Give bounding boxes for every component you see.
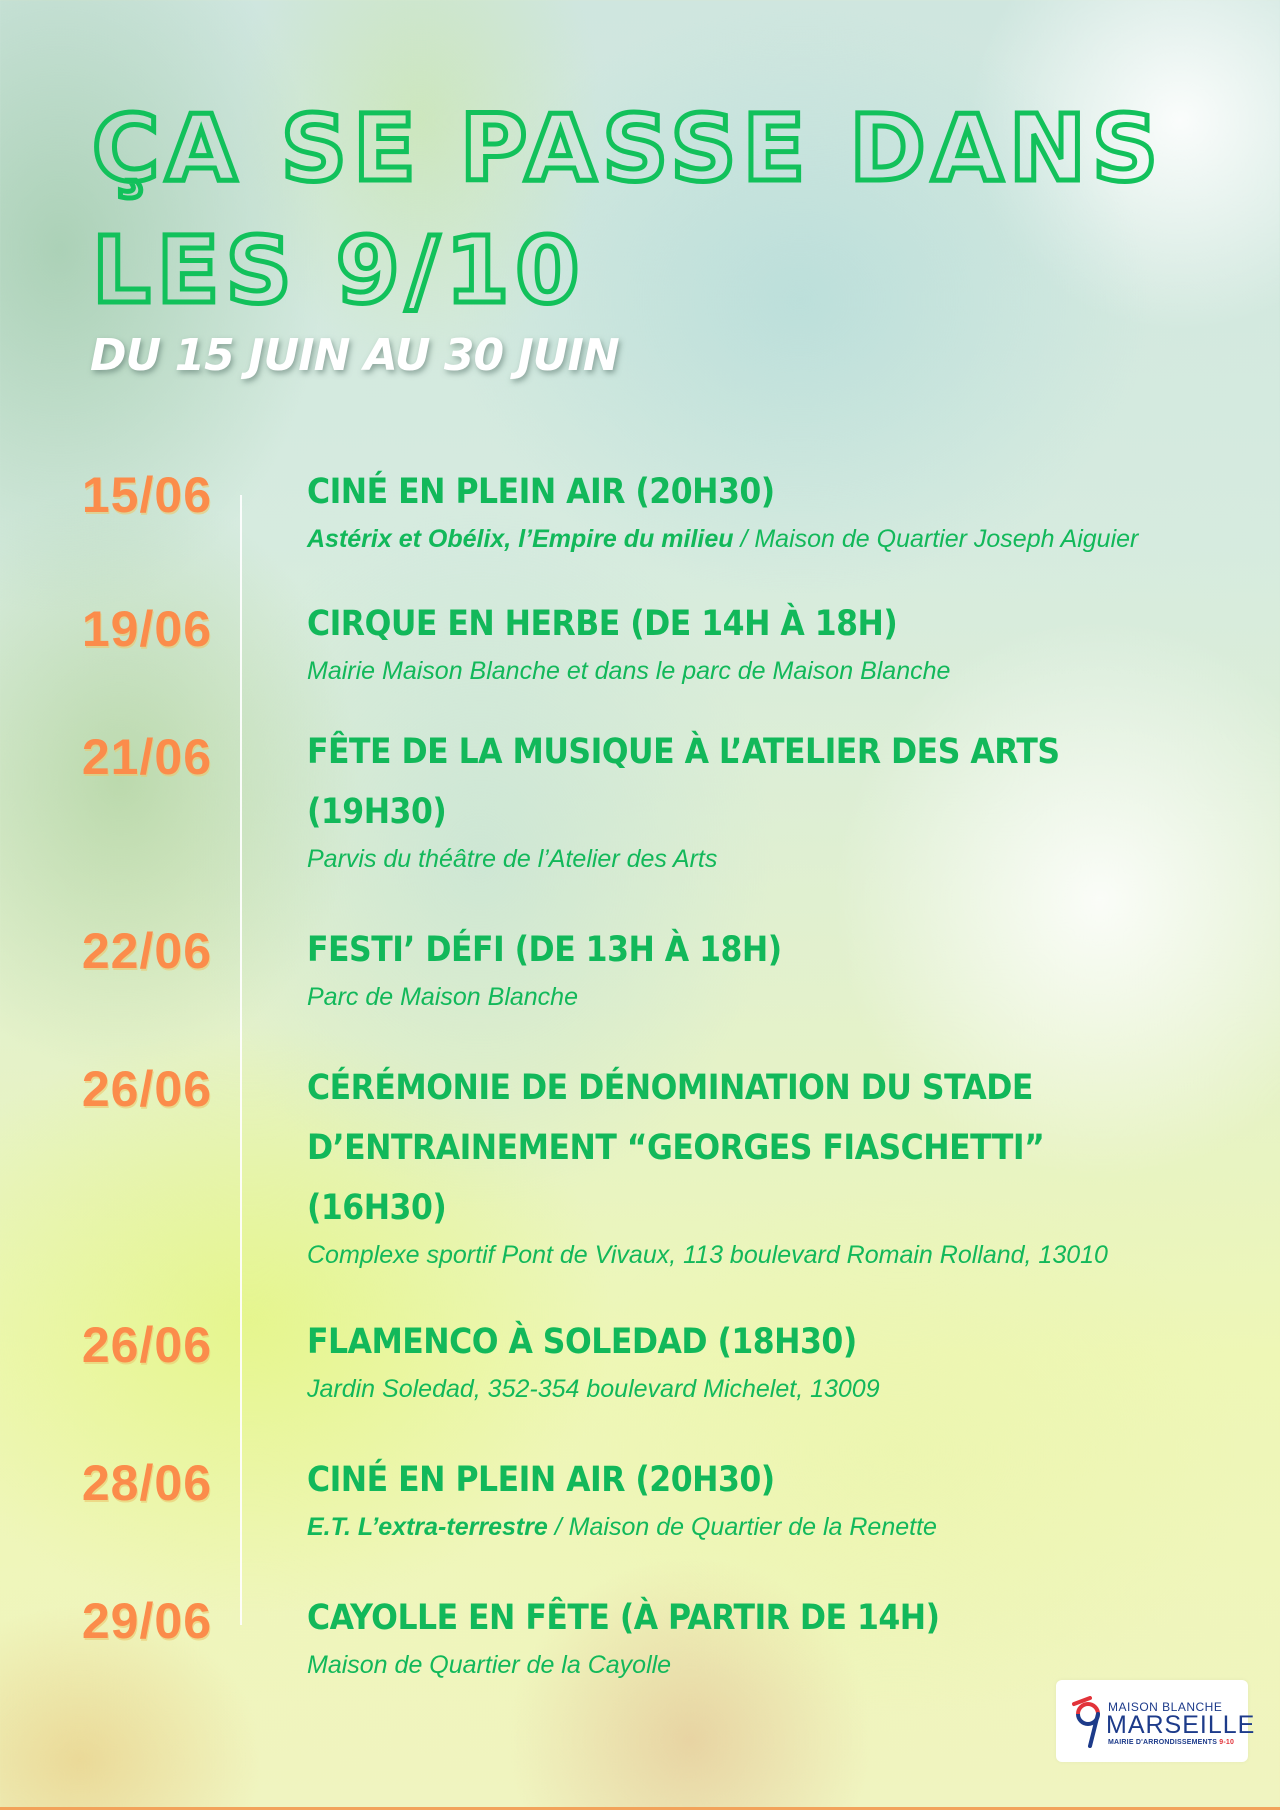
title-line-1: ÇA SE PASSE DANS [92,95,1165,202]
event-name: CIRQUE EN HERBE (DE 14H À 18H) [307,604,898,644]
logo-line-mairie [1108,1739,1234,1746]
event-date: 29/06 [81,1593,212,1649]
mairie-9-10-logo-icon [1070,1696,1104,1748]
event-body [307,920,1247,1014]
page-title [92,88,1164,332]
event-body [307,1450,1247,1544]
event-film-title: E.T. L’extra-terrestre [307,1513,548,1541]
event-place [307,1510,1247,1544]
event-location: Complexe sportif Pont de Vivaux, 113 boulevard Romain Rolland, 13010 [307,1241,1108,1269]
event-body [307,722,1207,876]
date-range-subtitle: DU 15 JUIN AU 30 JUIN [90,330,619,381]
logo-arrondissement-number: 9-10 [1219,1739,1235,1746]
logo-mairie-text: MAIRIE D'ARRONDISSEMENTS [1108,1739,1220,1746]
event-location: Jardin Soledad, 352-354 boulevard Michelet, 13009 [307,1375,880,1403]
event-name: FÊTE DE LA MUSIQUE À L’ATELIER DES ARTS (19H30) [307,732,1060,832]
event-name: CINÉ EN PLEIN AIR (20H30) [307,472,775,512]
timeline-divider [240,495,242,1625]
event-date: 21/06 [81,729,212,785]
event-name: CÉRÉMONIE DE DÉNOMINATION DU STADE D’ENTRAINEMENT “GEORGES FIASCHETTI” (16H30) [307,1068,1045,1228]
event-body [307,1058,1167,1272]
event-film-title: Astérix et Obélix, l’Empire du milieu [307,525,734,553]
event-location: Parvis du théâtre de l’Atelier des Arts [307,845,718,873]
event-location: / Maison de Quartier de la Renette [547,1513,937,1541]
event-date: 26/06 [81,1317,212,1373]
event-date: 22/06 [81,923,212,979]
logo-line-maison-blanche: MAISON BLANCHE [1108,1700,1223,1714]
event-body [307,462,1247,556]
event-location: Mairie Maison Blanche et dans le parc de Maison Blanche [307,657,951,685]
event-date: 15/06 [81,467,212,523]
event-name: CINÉ EN PLEIN AIR (20H30) [307,1460,775,1500]
event-date: 19/06 [81,601,212,657]
event-date: 26/06 [81,1061,212,1117]
event-name: CAYOLLE EN FÊTE (À PARTIR DE 14H) [307,1598,940,1638]
event-location: / Maison de Quartier Joseph Aiguier [733,525,1139,553]
event-body [307,1588,1247,1682]
event-place [307,522,1247,556]
event-name: FLAMENCO À SOLEDAD (18H30) [307,1322,857,1362]
event-body [307,594,1247,688]
event-name: FESTI’ DÉFI (DE 13H À 18H) [307,930,782,970]
event-location: Maison de Quartier de la Cayolle [307,1651,672,1679]
event-date: 28/06 [81,1455,212,1511]
mairie-logo [1056,1680,1256,1762]
event-body [307,1312,1247,1406]
logo-line-marseille: MARSEILLE [1106,1711,1256,1739]
event-location: Parc de Maison Blanche [307,983,578,1011]
title-line-2: LES 9/10 [92,217,586,324]
